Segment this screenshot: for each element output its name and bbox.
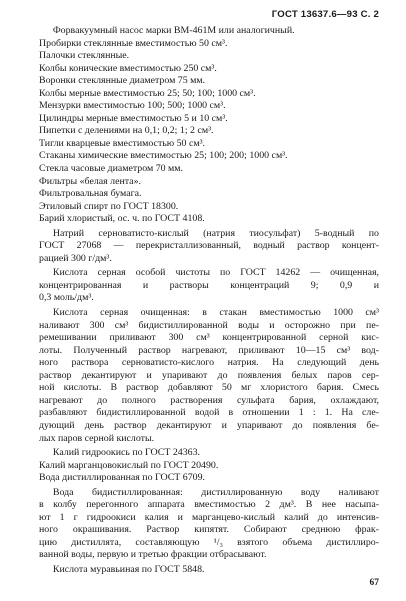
text-line: Мензурки вместимостью 100; 500; 1000 см³.	[39, 100, 226, 112]
paragraph-formic-acid	[39, 564, 379, 577]
text-line: Калий гидроокись по ГОСТ 24363.	[52, 447, 201, 459]
text-line: цию дистиллята, составляющую ¹/₃ взятого объема дистиллиро-	[39, 536, 379, 548]
equipment-list	[39, 25, 379, 226]
paragraph-sulfuric-acid-purified	[39, 307, 379, 445]
text-line: Вода бидистиллированная: дистиллированную воду наливают	[52, 486, 379, 498]
text-line: Вода дистиллированная по ГОСТ 6709.	[39, 472, 206, 484]
text-line: Натрий серноватисто-кислый (натрия тиосульфат) 5-водный по	[52, 227, 379, 239]
paragraph-bidistilled-water	[39, 487, 379, 562]
text-line: Кислота серная очищенная: в стакан вместимостью 1000 см³	[52, 307, 379, 319]
text-line: Колбы конические вместимостью 250 см³.	[39, 62, 217, 74]
paragraph-reagents	[39, 447, 379, 485]
page-header: ГОСТ 13637.6—93 С. 2	[271, 9, 379, 20]
text-line: ремешивании приливают 300 см³ концентрированной серной кис-	[39, 332, 379, 344]
text-line: разбавляют бидистиллированной водой в отношении 1 : 1. На сле-	[39, 407, 379, 419]
text-line: наливают 300 см³ бидистиллированной воды и осторожно при пе-	[39, 319, 379, 331]
text-line: рацией 300 г/дм³.	[39, 252, 112, 264]
paragraph-sulfuric-acid-high-purity	[39, 267, 379, 305]
text-line: нагревают до полного растворения сульфата бария, охлаждают,	[39, 394, 379, 406]
paragraph-sodium-thiosulfate	[39, 228, 379, 266]
text-line: концентрированная и растворы концентраций 9; 0,9 и	[39, 279, 379, 291]
text-line: ГОСТ 27068 — перекристаллизованный, водный раствор концент-	[39, 240, 379, 252]
text-line: Калий марганцовокислый по ГОСТ 20490.	[39, 459, 219, 471]
text-line: лоты. Полученный раствор нагревают, приливают 10—15 см³ вод-	[39, 344, 379, 356]
text-line: Пробирки стеклянные вместимостью 50 см³.	[39, 37, 228, 49]
text-line: лых паров серной кислоты.	[39, 432, 155, 444]
text-line: Барий хлористый, ос. ч. по ГОСТ 4108.	[39, 213, 205, 225]
text-line: Цилиндры мерные вместимостью 5 и 10 см³.	[39, 112, 228, 124]
text-line: Кислота муравьиная по ГОСТ 5848.	[52, 563, 205, 575]
page-number: 67	[369, 578, 379, 588]
text-line: Стекла часовые диаметром 70 мм.	[39, 163, 184, 175]
text-line: ют 1 г гидроокиси калия и марганцево-кислый калий до интенсив-	[39, 511, 379, 523]
text-line: Пипетки с делениями на 0,1; 0,2; 1; 2 см³.	[39, 125, 214, 137]
text-line: дующий день раствор декантируют и упаривают до появления бе-	[39, 419, 379, 431]
text-line: Форвакуумный насос марки ВМ-461М или аналогичный.	[52, 25, 295, 36]
text-line: 0,3 моль/дм³.	[39, 292, 94, 304]
text-line: Фильтры «белая лента».	[39, 175, 141, 187]
text-line: Этиловый спирт по ГОСТ 18300.	[39, 200, 179, 212]
text-line: ной кислоты. В раствор добавляют 50 мг хлористого бария. Смесь	[39, 382, 379, 394]
text-line: раствор декантируют и упаривают до появления белых паров сер-	[39, 369, 379, 381]
text-line: ного раствора серноватисто-кислого натрия. На следующий день	[39, 357, 379, 369]
text-line: в колбу перегонного аппарата вместимостью 2 дм³. В нее насыпа-	[39, 499, 379, 511]
text-line: Фильтровальная бумага.	[39, 188, 142, 200]
text-line: Кислота серная особой чистоты по ГОСТ 14262 — очищенная,	[52, 267, 379, 279]
text-line: ванной воды, первую и третью фракции отбрасывают.	[39, 549, 267, 561]
text-line: Воронки стеклянные диаметром 75 мм.	[39, 75, 206, 87]
text-line: Колбы мерные вместимостью 25; 50; 100; 1000 см³.	[39, 87, 256, 99]
text-line: Тигли кварцевые вместимостью 50 см³.	[39, 137, 206, 149]
text-line: ного окрашивания. Раствор кипятят. Собирают среднюю фрак-	[39, 524, 379, 536]
text-line: Палочки стеклянные.	[39, 50, 130, 62]
document-body	[39, 25, 379, 577]
text-line: Стаканы химические вместимостью 25; 100; 200; 1000 см³.	[39, 150, 288, 162]
